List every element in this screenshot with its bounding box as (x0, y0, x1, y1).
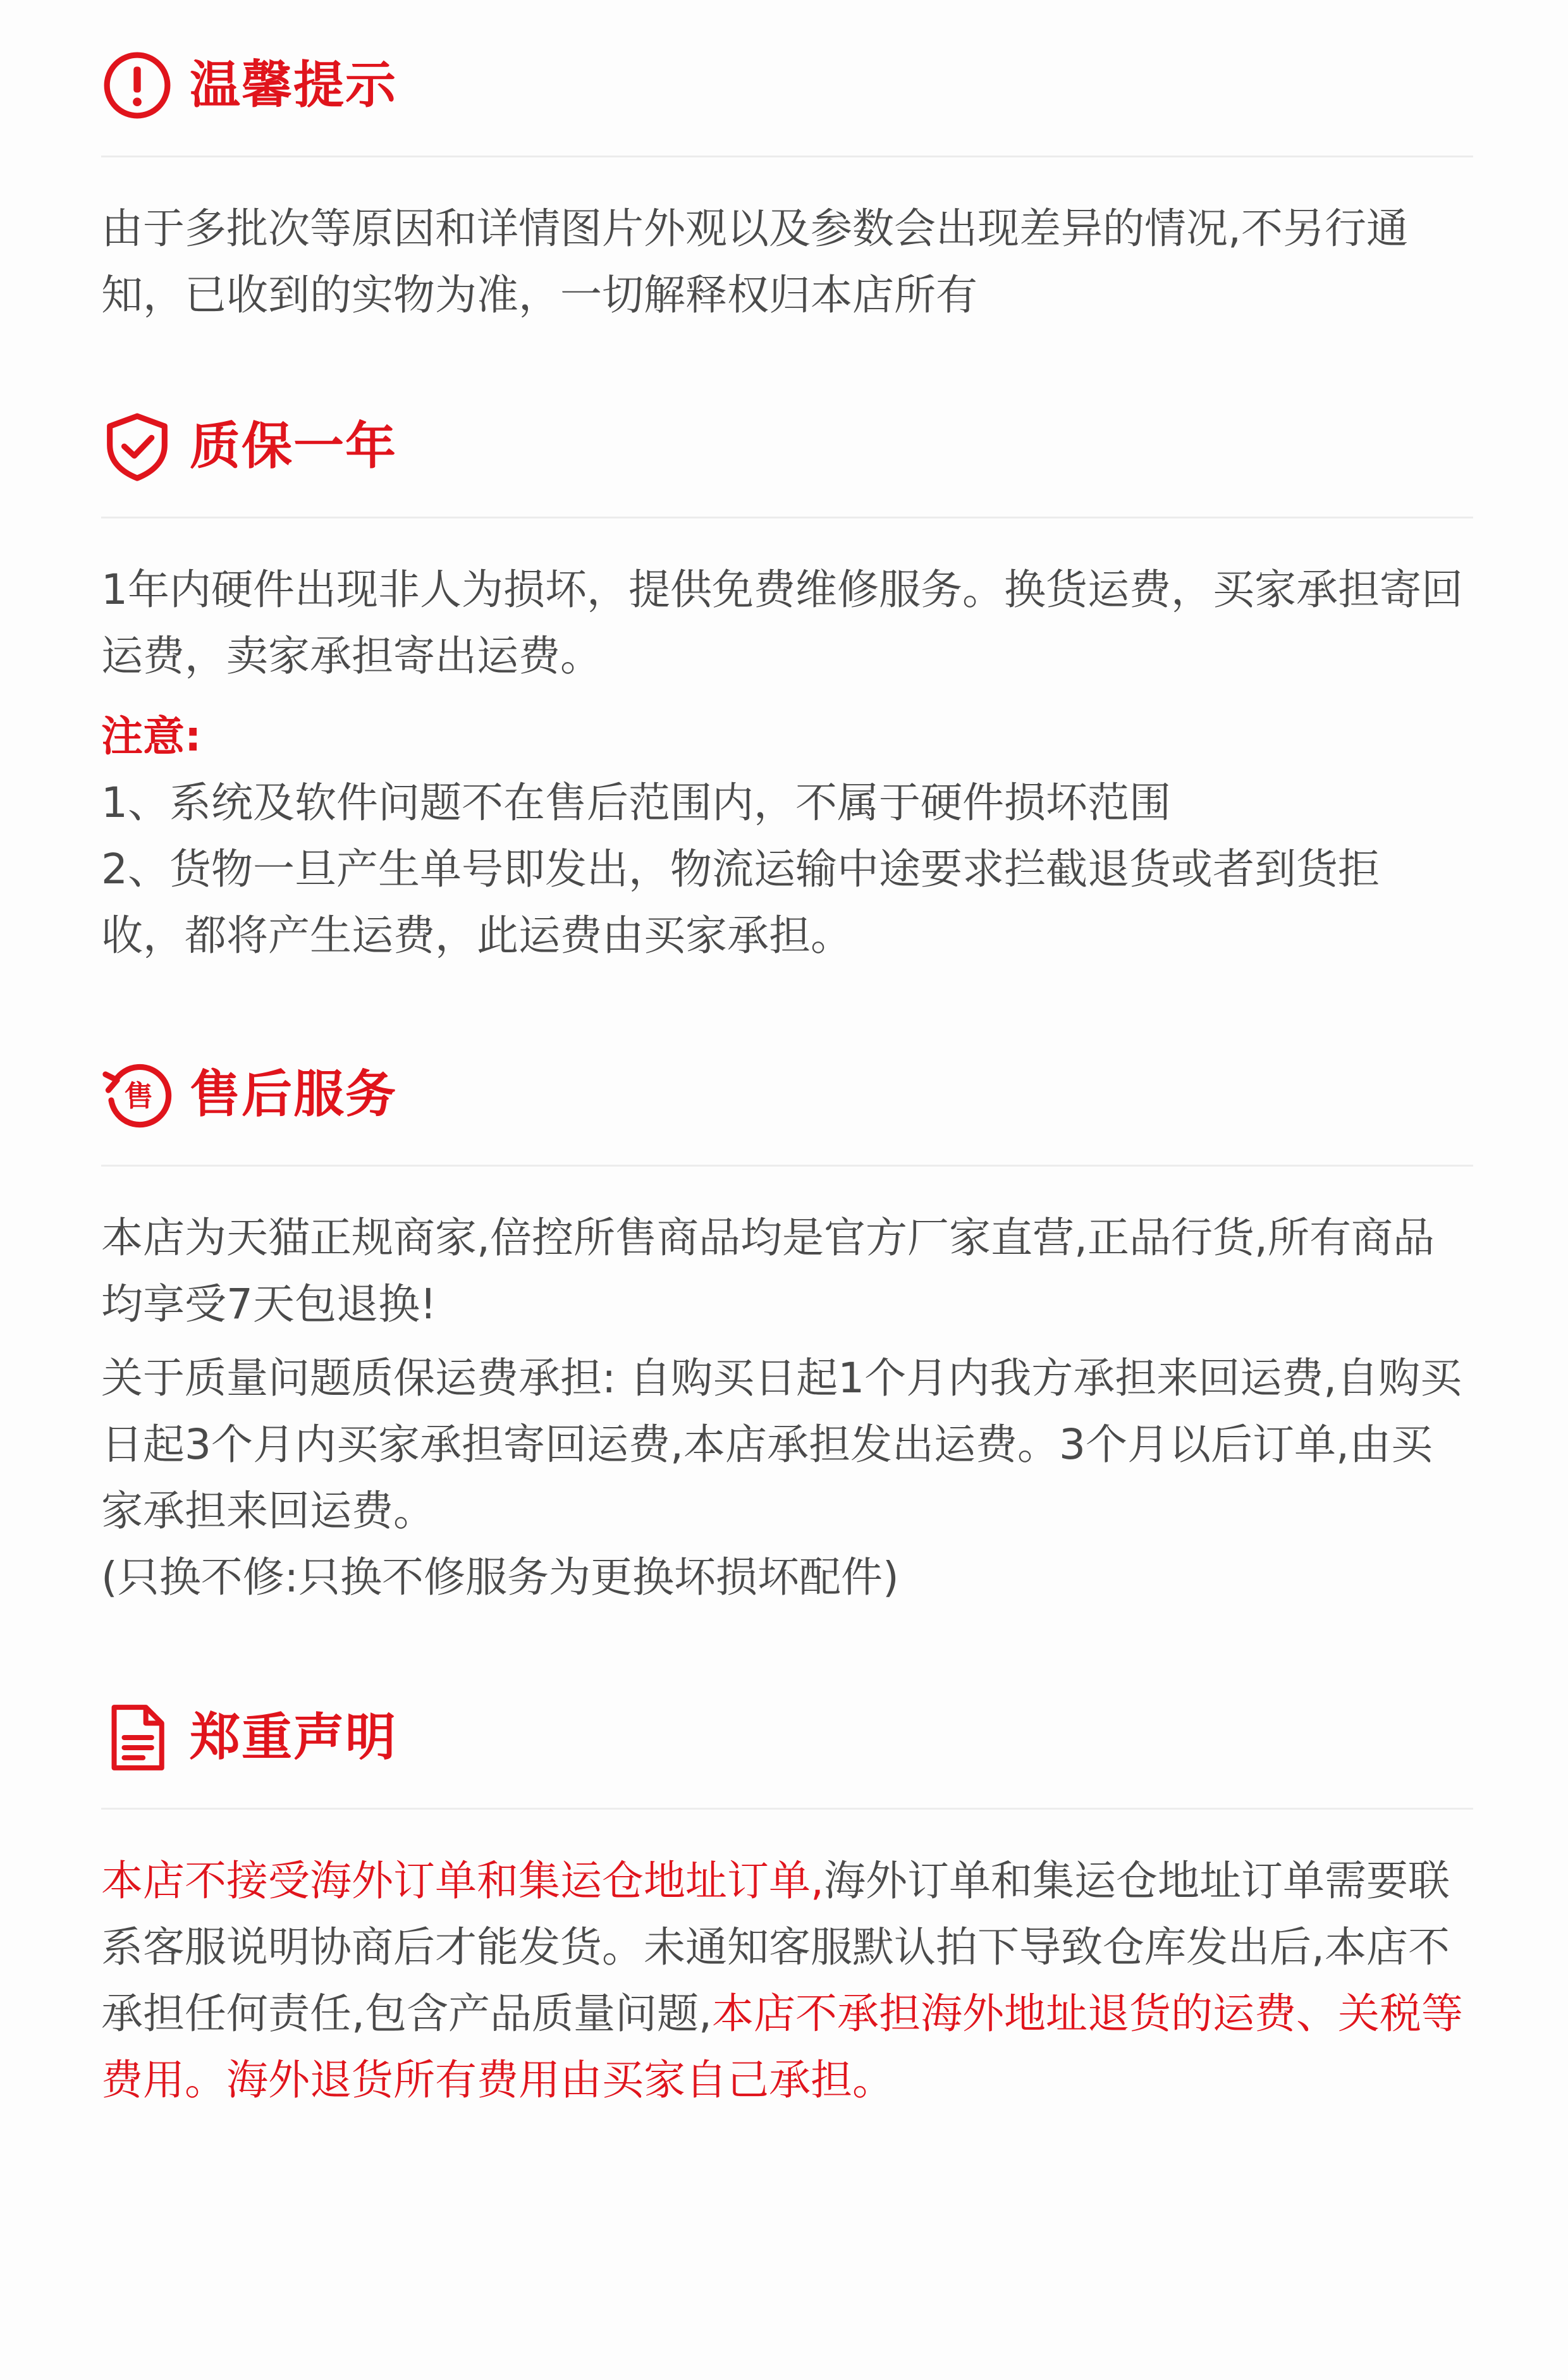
statement-header (101, 1690, 1473, 1785)
after-sales-icon (101, 1058, 173, 1131)
after-sales-section (101, 1047, 1473, 1610)
statement-body (101, 1848, 1473, 2113)
statement-section (101, 1690, 1473, 2113)
after-sales-body-3: (只换不修:只换不修服务为更换坏损坏配件) (101, 1553, 899, 1602)
document-icon (101, 1702, 173, 1774)
statement-red-1: 本店不接受海外订单和集运仓地址订单, (101, 1856, 824, 1905)
after-sales-title: 售后服务 (190, 1065, 397, 1124)
statement-red-2: 本店不承担海外地址退货的运费、关税等费用。海外退货所有费用由买家自己承担。 (101, 1989, 1463, 2104)
warranty-header (101, 399, 1473, 494)
warranty-title: 质保一年 (190, 417, 397, 475)
after-sales-icon-char: 售 (124, 1079, 154, 1113)
shield-check-icon (101, 410, 173, 482)
warranty-body: 1年内硬件出现非人为损坏，提供免费维修服务。换货运费，买家承担寄回运费，卖家承担寄出运费。 (101, 565, 1463, 680)
after-sales-body-2: 关于质量问题质保运费承担: 自购买日起1个月内我方承担来回运费,自购买日起3个月内买家承担寄回运费,本店承担发出运费。3个月以后订单,由买家承担来回运费。 (101, 1354, 1462, 1535)
note-title: 注意: (101, 712, 202, 761)
statement-text: 海外订单和集运仓地址订单需要联系客服说明协商后才能发货。未通知客服默认拍下导致仓库发出后,本店不承担任何责任,包含产品质量问题, (101, 1856, 1450, 2038)
after-sales-body-1: 本店为天猫正规商家,倍控所售商品均是官方厂家直营,正品行货,所有商品均享受7天包退换! (101, 1213, 1435, 1328)
tips-section (101, 38, 1473, 328)
warranty-section (101, 399, 1473, 969)
tips-header (101, 38, 1473, 133)
after-sales-header (101, 1047, 1473, 1142)
note-item-1: 1、系统及软件问题不在售后范围内，不属于硬件损坏范围 (101, 778, 1171, 827)
alert-circle-icon (101, 49, 173, 121)
statement-title: 郑重声明 (190, 1708, 397, 1767)
tips-body: 由于多批次等原因和详情图片外观以及参数会出现差异的情况,不另行通知，已收到的实物为准，一切解释权归本店所有 (101, 204, 1408, 319)
tips-title: 温馨提示 (190, 56, 397, 114)
policy-page (101, 38, 1473, 2113)
note-item-2: 2、货物一旦产生单号即发出，物流运输中途要求拦截退货或者到货拒收，都将产生运费，此运费由买家承担。 (101, 845, 1380, 960)
